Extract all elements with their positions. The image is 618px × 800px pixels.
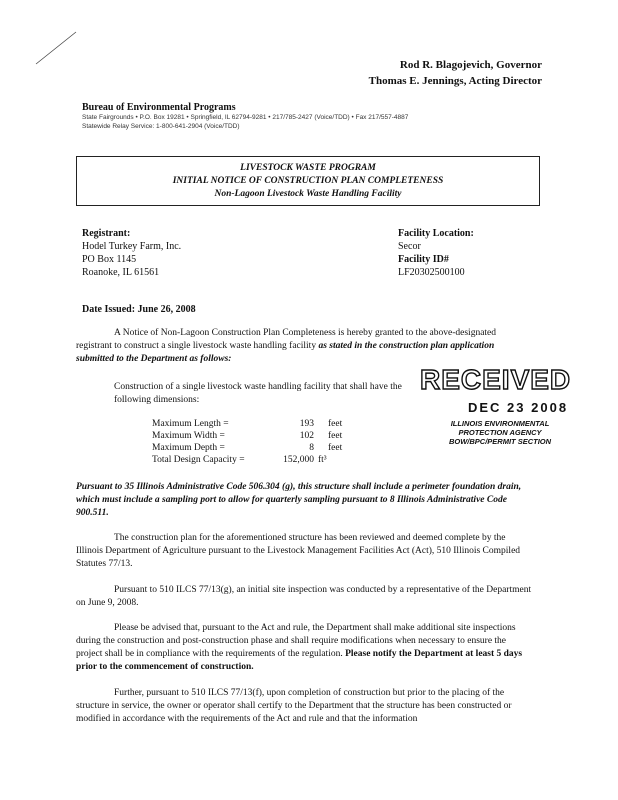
dimension-label: Total Design Capacity = xyxy=(152,455,245,465)
facility-location: Secor xyxy=(398,241,421,252)
title-line-1: LIVESTOCK WASTE PROGRAM xyxy=(240,163,376,173)
bureau-name: Bureau of Environmental Programs xyxy=(82,102,236,113)
dimension-value: 193 xyxy=(299,419,314,429)
dimension-value: 8 xyxy=(309,443,314,453)
notice-paragraph xyxy=(76,327,532,366)
dimension-label: Maximum Width = xyxy=(152,431,225,441)
facility-id-label: Facility ID# xyxy=(398,254,449,265)
facility-location-label: Facility Location: xyxy=(398,228,474,239)
dimension-unit: ft³ xyxy=(318,455,327,465)
address-line: State Fairgrounds • P.O. Box 19281 • Springfield, IL 62794-9281 • 217/785-2427 (Voice/TDD) • Fax 217/557-4887 xyxy=(82,114,409,121)
dimension-unit: feet xyxy=(328,443,343,453)
title-line-3: Non-Lagoon Livestock Waste Handling Facility xyxy=(214,189,402,199)
dimension-row xyxy=(152,442,362,454)
title-box xyxy=(76,156,540,206)
title-line-2: INITIAL NOTICE OF CONSTRUCTION PLAN COMPLETENESS xyxy=(172,176,444,186)
notice-text: A Notice of Non-Lagoon Construction Plan Completeness is hereby granted to the above-designated registrant to construct a single livestock waste handling facility xyxy=(76,328,497,351)
received-stamp-date: DEC 23 2008 xyxy=(468,400,569,415)
advised-notify: Please notify the Department at least 5 days prior to the commencement of construction. xyxy=(76,649,523,672)
stamp-agency-line: PROTECTION AGENCY xyxy=(458,428,542,437)
dimension-row xyxy=(152,454,362,466)
dimension-value: 152,000 xyxy=(283,455,314,465)
registrant-city: Roanoke, IL 61561 xyxy=(82,267,160,278)
registrant-po-box: PO Box 1145 xyxy=(82,254,137,265)
dimension-unit: feet xyxy=(328,431,343,441)
advised-paragraph xyxy=(76,622,532,674)
dimension-label: Maximum Depth = xyxy=(152,443,225,453)
facility-block xyxy=(398,227,474,279)
advised-text: Please be advised that, pursuant to the Act and rule, the Department shall make additional site inspections during the construction and post-construction phase and shall require modifications when necessary to ensure the project shall be in compliance with the requirements of the regulation. xyxy=(76,623,516,659)
received-stamp xyxy=(420,364,580,474)
dimensions-table xyxy=(152,418,362,466)
review-paragraph: The construction plan for the aforementioned structure has been reviewed and deemed complete by the Illinois Department of Agriculture pursuant to the Livestock Management Facilities Act (Act), 510 Illinois Compiled Statutes 77/13. xyxy=(76,533,521,569)
dimension-unit: feet xyxy=(328,419,343,429)
facility-id: LF20302500100 xyxy=(398,267,465,278)
relay-line: Statewide Relay Service: 1-800-641-2904 (Voice/TDD) xyxy=(82,123,240,130)
further-paragraph: Further, pursuant to 510 ILCS 77/13(f), upon completion of construction but prior to the placing of the structure in service, the owner or operator shall certify to the Department that the structure has been constructed or modified in accordance with the requirements of the Act and rule and that the information xyxy=(76,688,512,724)
scan-mark xyxy=(30,28,80,68)
notice-emphasis: as stated in the construction plan application submitted to the Department as follows: xyxy=(76,341,495,364)
inspection-paragraph: Pursuant to 510 ILCS 77/13(g), an initial site inspection was conducted by a representative of the Department on June 9, 2008. xyxy=(76,585,532,608)
dimension-value: 102 xyxy=(299,431,314,441)
construction-intro: Construction of a single livestock waste handling facility that shall have the following dimensions: xyxy=(114,382,402,405)
registrant-label: Registrant: xyxy=(82,228,131,239)
stamp-agency-line: BOW/BPC/PERMIT SECTION xyxy=(448,437,552,446)
registrant-name: Hodel Turkey Farm, Inc. xyxy=(82,241,182,252)
governor-name: Rod R. Blagojevich, Governor xyxy=(399,59,542,71)
dimension-label: Maximum Length = xyxy=(152,419,229,429)
dimension-row xyxy=(152,418,362,430)
director-name: Thomas E. Jennings, Acting Director xyxy=(368,75,542,87)
date-issued: Date Issued: June 26, 2008 xyxy=(82,304,196,315)
foundation-drain-paragraph: Pursuant to 35 Illinois Administrative Code 506.304 (g), this structure shall include a perimeter foundation drain, which must include a sampling port to allow for quarterly sampling pursuant to 8 Illinois Administrative Code 900.511. xyxy=(76,482,522,518)
received-stamp-text: RECEIVED xyxy=(420,364,572,395)
registrant-block xyxy=(82,227,181,279)
stamp-agency-line: ILLINOIS ENVIRONMENTAL xyxy=(450,419,550,428)
dimension-row xyxy=(152,430,362,442)
received-stamp-agency xyxy=(420,419,580,446)
